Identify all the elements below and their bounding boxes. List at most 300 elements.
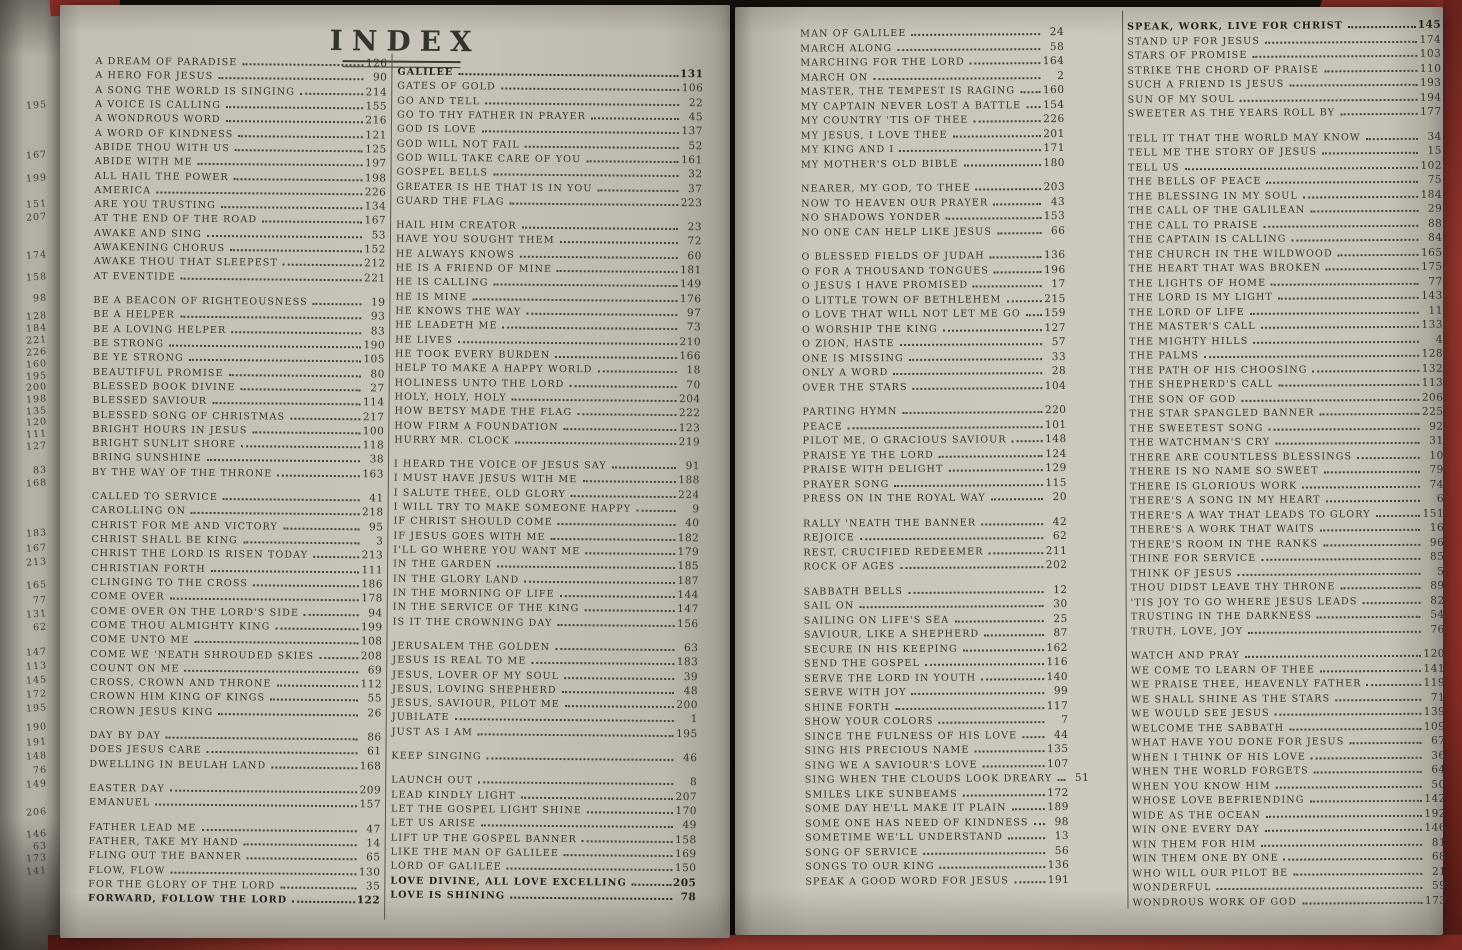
song-title: NOW TO HEAVEN OUR PRAYER [801, 196, 989, 210]
dot-leader [940, 866, 1046, 869]
index-entry [803, 515, 1067, 531]
song-title: THE SON OF GOD [1129, 393, 1237, 406]
song-title: GOD WILL TAKE CARE OF YOU [396, 152, 582, 166]
song-title: MARCH ON [800, 71, 869, 84]
page-number: 47 [366, 822, 381, 836]
page-number: 191 [1047, 873, 1070, 886]
dot-leader [230, 249, 362, 252]
dot-leader [1326, 500, 1420, 503]
song-title: HOLY, HOLY, HOLY [394, 391, 507, 404]
dot-leader [238, 135, 363, 138]
page-number: 58 [1049, 40, 1065, 53]
song-title: JUST AS I AM [391, 726, 474, 739]
dot-leader [270, 699, 358, 702]
song-title: FLING OUT THE BANNER [88, 850, 242, 863]
index-entry [805, 786, 1069, 802]
song-title: MASTER, THE TEMPEST IS RAGING [800, 85, 1016, 98]
song-title: O LITTLE TOWN OF BETHLEHEM [801, 293, 1002, 307]
song-title: EMANUEL [88, 797, 151, 809]
dot-leader [970, 62, 1041, 64]
page-number: 190 [363, 339, 386, 352]
dot-leader [1240, 98, 1418, 101]
dot-leader [1266, 814, 1422, 817]
right-page-content [735, 3, 1449, 935]
fore-edge-page-number: 151 [25, 198, 48, 211]
song-title: IS IT THE CROWNING DAY [392, 616, 553, 629]
dot-leader [1265, 829, 1422, 832]
page-number: 142 [1424, 792, 1446, 805]
song-title: REST, CRUCIFIED REDEEMER [803, 545, 984, 559]
page-number: 76 [1430, 623, 1445, 636]
song-title: BE STRONG [92, 337, 165, 350]
page-number: 160 [1042, 83, 1065, 97]
song-title: ONLY A WORD [802, 367, 889, 379]
song-title: THE CHURCH IN THE WILDWOOD [1128, 247, 1333, 261]
page-number: 117 [1046, 699, 1069, 712]
dot-leader [1241, 398, 1419, 401]
dot-leader [235, 149, 363, 152]
page-number: 149 [679, 278, 702, 291]
song-title: FATHER, TAKE MY HAND [88, 835, 239, 849]
song-title: DAY BY DAY [89, 730, 162, 742]
page-number: 207 [675, 790, 698, 803]
page-number: 189 [1047, 800, 1069, 814]
song-title: COME WE 'NEATH SHROUDED SKIES [90, 648, 315, 662]
dot-leader [564, 854, 673, 857]
song-title: HELP TO MAKE A HAPPY WORLD [394, 362, 593, 376]
fore-edge-page-number: 63 [32, 840, 48, 853]
dot-leader [1310, 210, 1418, 213]
fore-edge-page-number: 167 [25, 149, 48, 162]
song-title: GO TO THY FATHER IN PRAYER [397, 109, 587, 123]
page-number: 170 [675, 805, 698, 818]
fore-edge-page-number: 141 [25, 865, 48, 878]
dot-leader [913, 387, 1043, 390]
page-number: 127 [1044, 321, 1067, 334]
song-title: AWAKE AND SING [93, 227, 203, 240]
dot-leader [893, 372, 1042, 375]
dot-leader [300, 92, 363, 95]
page-number: 88 [1427, 217, 1443, 230]
page-number: 65 [366, 851, 381, 864]
dot-leader [557, 624, 674, 627]
song-title: MY MOTHER'S OLD BIBLE [800, 158, 959, 171]
page-number: 14 [366, 837, 381, 850]
song-title: AMERICA [94, 184, 152, 197]
index-entry [1131, 623, 1445, 639]
page-number: 12 [1053, 583, 1068, 596]
page-number: 82 [1430, 594, 1445, 607]
dot-leader [981, 678, 1044, 680]
song-title: WIN ONE EVERY DAY [1132, 823, 1260, 836]
page-number: 116 [1046, 655, 1069, 669]
dot-leader [1252, 55, 1417, 58]
index-entry [801, 142, 1065, 158]
page-number: 67 [1431, 734, 1446, 747]
song-title: WHAT HAVE YOU DONE FOR JESUS [1131, 736, 1345, 749]
dot-leader [181, 277, 362, 281]
dot-leader [994, 271, 1042, 273]
dot-leader [198, 163, 363, 166]
index-entry [805, 801, 1069, 817]
page-number: 158 [675, 833, 697, 846]
fore-edge-page-number: 111 [25, 428, 48, 441]
dot-leader [521, 796, 673, 799]
page-number: 220 [1044, 403, 1067, 417]
index-entry [801, 224, 1065, 240]
song-title: THE LIGHTS OF HOME [1128, 277, 1267, 290]
dot-leader [243, 541, 359, 544]
song-title: THE WATCHMAN'S CRY [1129, 436, 1271, 449]
dot-leader [908, 591, 1044, 594]
dot-leader [247, 858, 357, 861]
song-title: MY COUNTRY 'TIS OF THEE [800, 114, 969, 127]
song-title: WIN THEM ONE BY ONE [1132, 852, 1279, 865]
dot-leader [1008, 837, 1045, 839]
dot-leader [201, 829, 356, 832]
page-number: 27 [370, 382, 385, 395]
index-entry [802, 263, 1066, 279]
page-number: 157 [359, 798, 382, 811]
dot-leader [1034, 823, 1045, 825]
fore-edge-page-number: 113 [25, 660, 48, 673]
index-entry [804, 627, 1068, 643]
page-number: 40 [685, 517, 700, 530]
song-title: AT EVENTIDE [93, 270, 176, 283]
page-number: 75 [1427, 173, 1443, 186]
dot-leader [582, 481, 676, 484]
dot-leader [304, 613, 359, 615]
song-title: SONGS TO OUR KING [805, 860, 935, 873]
index-entry [801, 113, 1065, 129]
page-number: 78 [680, 890, 697, 904]
dot-leader [1323, 543, 1420, 546]
page-number: 54 [1430, 608, 1445, 621]
dot-leader [1314, 771, 1422, 774]
dot-leader [319, 656, 358, 658]
page-number: 31 [1429, 434, 1444, 447]
page-number: 20 [1052, 490, 1068, 504]
page-number: 179 [677, 546, 700, 559]
song-title: BLESSED BOOK DIVINE [92, 380, 236, 394]
song-title: ABIDE WITH ME [94, 156, 193, 169]
song-title: RALLY 'NEATH THE BANNER [803, 517, 977, 530]
page-number: 57 [1051, 335, 1067, 349]
song-title: GREATER IS HE THAT IS IN YOU [396, 181, 593, 194]
index-entry [89, 796, 381, 813]
page-number: 140 [1046, 670, 1069, 683]
page-number: 146 [1424, 821, 1447, 834]
page-number: 22 [688, 96, 704, 109]
song-title: WHOSE LOVE BEFRIENDING [1131, 794, 1305, 807]
dot-leader [313, 556, 359, 558]
dot-leader [577, 413, 676, 416]
page-number: 86 [367, 731, 382, 744]
page-number: 24 [1049, 25, 1065, 39]
page-number: 33 [1051, 350, 1067, 363]
index-entry [802, 404, 1066, 420]
page-number: 37 [687, 182, 703, 195]
dot-leader [531, 662, 674, 665]
page-number: 181 [680, 264, 702, 277]
song-title: WIN THEM FOR HIM [1132, 838, 1257, 851]
dot-leader [458, 341, 677, 345]
page-number: 2 [1057, 69, 1065, 82]
dot-leader [591, 117, 679, 120]
dot-leader [1014, 881, 1045, 883]
dot-leader [993, 203, 1041, 205]
fore-edge-page-number: 195 [25, 702, 48, 715]
fore-edge-page-number: 195 [25, 370, 48, 383]
index-entry [803, 530, 1067, 546]
fore-edge-page-number: 191 [25, 736, 48, 749]
dot-leader [1303, 195, 1418, 198]
dot-leader [253, 584, 359, 587]
dot-leader [1367, 684, 1422, 686]
song-title: SAIL ON [803, 600, 855, 612]
page-number: 26 [367, 707, 382, 720]
index-entry [393, 615, 699, 632]
page-number: 162 [1046, 641, 1068, 654]
dot-leader [234, 178, 363, 181]
page-number: 168 [359, 759, 382, 773]
page-number: 5 [1437, 565, 1445, 578]
song-title: GALILEE [397, 66, 454, 79]
song-title: SUN OF MY SOUL [1127, 93, 1235, 106]
song-title: JESUS, SAVIOUR, PILOT ME [391, 697, 560, 711]
dot-leader [515, 441, 676, 444]
dot-leader [1311, 756, 1422, 759]
page-number: 124 [1045, 447, 1067, 460]
song-title: LET THE GOSPEL LIGHT SHINE [390, 803, 583, 817]
page-number: 150 [674, 862, 697, 875]
page-number: 11 [1428, 304, 1443, 317]
dot-leader [520, 255, 678, 258]
song-title: HOLINESS UNTO THE LORD [394, 377, 565, 390]
song-title: O JESUS I HAVE PROMISED [801, 279, 969, 292]
page-number: 176 [679, 292, 702, 305]
song-title: SAVIOUR, LIKE A SHEPHERD [803, 628, 980, 641]
index-entry [801, 249, 1065, 265]
dot-leader [493, 174, 678, 178]
page-number: 70 [686, 378, 701, 391]
dot-leader [1317, 616, 1421, 619]
song-title: HE IS A FRIEND OF MINE [395, 262, 553, 276]
dot-leader [1268, 427, 1419, 430]
index-entry [803, 462, 1067, 478]
page-number: 103 [1419, 47, 1442, 60]
dot-leader [587, 811, 673, 814]
dot-leader [185, 670, 359, 674]
index-entry [1128, 106, 1442, 122]
index-section-group [393, 458, 700, 632]
index-column-left-2 [390, 66, 703, 906]
dot-leader [482, 131, 679, 135]
song-title: LET US ARISE [390, 817, 477, 830]
index-entry [802, 307, 1066, 323]
index-section-group [800, 26, 1065, 173]
page-number: 143 [1421, 289, 1443, 302]
page-number: 29 [1427, 202, 1443, 215]
index-section-group [394, 219, 702, 451]
song-title: I SALUTE THEE, OLD GLORY [393, 487, 566, 500]
song-title: HE KNOWS THE WAY [395, 305, 522, 318]
page-number: 85 [1429, 550, 1445, 563]
song-title: NO SHADOWS YONDER [801, 211, 941, 224]
song-title: O BLESSED FIELDS OF JUDAH [801, 250, 985, 263]
index-entry [804, 583, 1068, 599]
song-title: JUBILATE [391, 712, 450, 724]
fore-edge-page-number: 131 [25, 608, 48, 621]
song-title: LAUNCH OUT [391, 774, 474, 787]
dot-leader [487, 757, 674, 761]
page-number: 6 [1436, 492, 1445, 505]
page-number: 183 [676, 656, 699, 669]
page-number: 208 [360, 649, 383, 662]
page-number: 139 [1423, 705, 1446, 718]
dot-leader [1248, 630, 1421, 633]
page-number: 81 [1431, 836, 1447, 849]
dot-leader [497, 566, 675, 570]
dot-leader [1253, 340, 1419, 343]
page-number: 210 [679, 335, 702, 348]
dot-leader [1289, 84, 1417, 87]
dot-leader [180, 316, 361, 320]
dot-leader [925, 663, 1044, 666]
dot-leader [1376, 514, 1420, 516]
song-title: CALLED TO SERVICE [91, 491, 219, 504]
page-number: 178 [361, 592, 383, 605]
song-title: BRIGHT SUNLIT SHORE [92, 438, 237, 451]
page-number: 90 [372, 71, 388, 84]
page-number: 71 [1430, 691, 1446, 704]
index-entry [803, 447, 1067, 463]
index-section-group [396, 66, 703, 212]
page-number: 92 [1429, 420, 1444, 433]
page-number: 137 [681, 125, 703, 138]
page-number: 97 [686, 307, 702, 320]
song-title: O WORSHIP THE KING [801, 323, 938, 336]
dot-leader [1309, 800, 1421, 803]
dot-leader [478, 782, 673, 786]
index-entry [803, 491, 1067, 507]
page-number: 23 [687, 221, 703, 234]
song-title: BE YE STRONG [92, 352, 184, 364]
page-number: 59 [1431, 879, 1447, 892]
page-number: 186 [361, 578, 384, 591]
index-entry [805, 859, 1069, 875]
dot-leader [1266, 181, 1418, 184]
index-entry [802, 350, 1066, 366]
song-title: SHOW YOUR COLORS [804, 715, 934, 728]
index-entry [800, 84, 1064, 100]
song-title: TELL ME THE STORY OF JESUS [1127, 146, 1318, 159]
page-number: 7 [1061, 713, 1069, 727]
page-number: 213 [361, 549, 384, 562]
song-title: LEAD KINDLY LIGHT [391, 789, 516, 802]
page-number: 44 [1054, 728, 1069, 741]
dot-leader [900, 343, 1042, 346]
index-entry [802, 292, 1066, 308]
song-title: SING HIS PRECIOUS NAME [804, 744, 970, 757]
index-column-right-1 [800, 25, 1090, 890]
dot-leader [244, 843, 357, 846]
index-section-group [801, 181, 1065, 241]
fore-edge-page-number: 145 [25, 674, 48, 687]
song-title: THE BELLS OF PEACE [1128, 175, 1262, 188]
fore-edge-page-number: 172 [25, 688, 48, 701]
song-title: SERVE WITH JOY [804, 686, 907, 699]
page-number: 126 [365, 57, 388, 70]
page-number: 53 [371, 229, 387, 242]
dot-leader [478, 733, 674, 737]
dot-leader [1289, 727, 1421, 730]
index-entry [802, 321, 1066, 337]
song-title: FOR THE GLORY OF THE LORD [88, 878, 276, 892]
left-page-content [52, 5, 730, 944]
page-number: 50 [1431, 778, 1446, 791]
fore-edge-page-number: 98 [32, 292, 48, 305]
song-title: LOVE IS SHINING [390, 889, 506, 902]
song-title: MY KING AND I [800, 144, 895, 156]
dot-leader [1320, 669, 1421, 672]
dot-leader [1324, 69, 1417, 72]
page-number: 164 [1042, 54, 1065, 68]
fore-edge-page-number: 146 [25, 828, 48, 841]
right-page [735, 7, 1447, 935]
song-title: SECURE IN HIS KEEPING [803, 643, 958, 656]
dot-leader [1238, 572, 1421, 575]
song-title: THE PALMS [1129, 350, 1200, 362]
dot-leader [1326, 268, 1419, 271]
song-title: WATCH AND PRAY [1130, 649, 1240, 662]
song-title: A DREAM OF PARADISE [95, 55, 238, 69]
song-title: THE PATH OF HIS CHOOSING [1129, 364, 1308, 377]
page-number: 25 [1053, 612, 1068, 625]
index-entry [88, 892, 380, 909]
page-number: 152 [364, 243, 386, 256]
page-number: 194 [1419, 91, 1442, 104]
fore-edge-page-number: 135 [25, 405, 48, 418]
song-title: AT THE END OF THE ROAD [94, 213, 258, 226]
page-number: 182 [677, 531, 700, 544]
page-number: 115 [1045, 476, 1067, 489]
page-number: 74 [1429, 478, 1444, 491]
page-number: 107 [1047, 757, 1069, 770]
page-number: 200 [676, 699, 698, 712]
index-entry [802, 336, 1066, 352]
dot-leader [1012, 440, 1043, 442]
dot-leader [1322, 152, 1418, 155]
dot-leader [911, 33, 1040, 36]
page-number: 68 [1431, 850, 1447, 863]
song-title: O LOVE THAT WILL NOT LET ME GO [801, 308, 1021, 321]
page-number: 135 [1046, 742, 1069, 756]
dot-leader [1057, 779, 1065, 781]
index-section-group [1127, 19, 1442, 122]
fore-edge-page-number: 221 [25, 334, 48, 347]
page-number: 134 [364, 200, 387, 213]
dot-leader [569, 385, 676, 388]
page-number: 42 [1052, 515, 1068, 528]
fore-edge-page-number: 173 [25, 852, 48, 865]
dot-leader [277, 474, 360, 477]
page-number: 222 [678, 407, 701, 420]
page-number: 128 [1421, 347, 1444, 360]
page-number: 120 [1423, 647, 1446, 660]
fore-edge-page-number: 62 [32, 621, 48, 634]
index-entry [804, 670, 1068, 686]
